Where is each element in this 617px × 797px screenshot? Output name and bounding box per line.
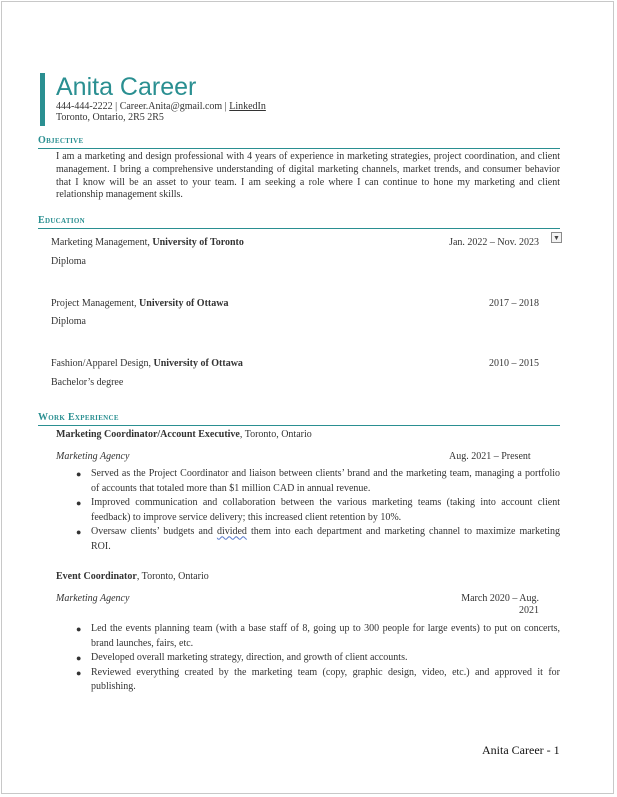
education-dates: Jan. 2022 – Nov. 2023 [449, 237, 539, 248]
list-item[interactable]: ● Improved communication and collaboration between the various marketing teams (taking into account client feedback) to improve service delivery; this increased client retention by 10%. [76, 497, 560, 523]
credential[interactable]: Bachelor’s degree [51, 377, 124, 388]
job-location: , Toronto, Ontario [239, 429, 312, 440]
list-item[interactable]: ● Reviewed everything created by the marketing team (copy, graphic design, video, etc.) and approved it for publishing. [76, 666, 560, 693]
job-title: Event Coordinator [56, 571, 137, 582]
bullet-icon: ● [76, 624, 82, 634]
bullet-icon: ● [76, 667, 82, 678]
school-name: University of Toronto [152, 237, 244, 248]
education-dates: 2010 – 2015 [489, 358, 539, 369]
job-dates[interactable]: March 2020 – Aug. 2021 [461, 593, 539, 616]
education-entry[interactable] [51, 358, 539, 370]
company-name[interactable]: Marketing Agency [56, 451, 130, 462]
job-title-line[interactable] [56, 571, 209, 583]
job-bullets [76, 622, 560, 695]
job-title-line[interactable] [56, 429, 312, 441]
bullet-icon: ● [76, 653, 82, 664]
list-item[interactable]: ● Served as the Project Coordinator and liaison between clients’ brand and the marketing team, managing a portfolio of accounts that totaled more than $1 million CAD in annual revenue. [76, 468, 560, 494]
work-experience-heading[interactable]: Work Experience [38, 412, 560, 426]
education-dates: 2017 – 2018 [489, 298, 539, 309]
spellcheck-flag[interactable]: divided [216, 526, 247, 538]
program-name: Project Management, [51, 298, 140, 309]
program-name: Fashion/Apparel Design, [51, 358, 154, 369]
chevron-down-icon[interactable]: ▼ [551, 232, 562, 243]
program-name: Marketing Management, [51, 237, 153, 248]
linkedin-link[interactable]: LinkedIn [229, 101, 266, 112]
page-footer[interactable]: Anita Career - 1 [482, 743, 560, 757]
bullet-icon: ● [76, 527, 82, 538]
company-name[interactable]: Marketing Agency [56, 593, 130, 604]
bullet-icon: ● [76, 498, 82, 509]
school-name: University of Ottawa [153, 358, 243, 369]
list-item[interactable]: ● Led the events planning team (with a base staff of 8, going up to 300 people for large events) to put on concerts, brand launches, fairs, etc. [76, 623, 560, 649]
job-location: , Toronto, Ontario [136, 571, 209, 582]
list-item[interactable]: ● Oversaw clients’ budgets and divided them into each department and marketing channel to maximize marketing ROI. [76, 526, 560, 552]
job-dates[interactable]: Aug. 2021 – Present [449, 451, 531, 462]
objective-text[interactable]: I am a marketing and design professional with 4 years of experience in marketing strategies, project coordination, and client management. I bring a comprehensive understanding of digital marketing channels, market trends, and consumer behavior that I know will be an asset to your team. I am seeking a role where I can continue to hone my marketing and client relationship management skills. [56, 151, 560, 201]
bullet-icon: ● [76, 469, 82, 479]
education-entry[interactable] [51, 298, 539, 310]
email-address[interactable]: Career.Anita@gmail.com [119, 101, 223, 112]
education-entry[interactable] [51, 237, 539, 249]
objective-heading[interactable]: Objective [38, 135, 560, 149]
phone-number[interactable]: 444-444-2222 [56, 101, 113, 112]
job-bullets [76, 467, 560, 555]
list-item[interactable]: ● Developed overall marketing strategy, direction, and growth of client accounts. [76, 651, 560, 666]
contact-line: 444-444-2222 | Career.Anita@gmail.com | LinkedIn [56, 101, 266, 112]
credential[interactable]: Diploma [51, 256, 86, 267]
credential[interactable]: Diploma [51, 316, 86, 327]
address-line[interactable]: Toronto, Ontario, 2R5 2R5 [56, 112, 164, 123]
education-heading[interactable]: Education [38, 215, 560, 229]
school-name: University of Ottawa [139, 298, 229, 309]
header-accent-bar [40, 73, 45, 126]
job-title: Marketing Coordinator/Account Executive [56, 429, 240, 440]
candidate-name[interactable]: Anita Career [56, 73, 197, 101]
